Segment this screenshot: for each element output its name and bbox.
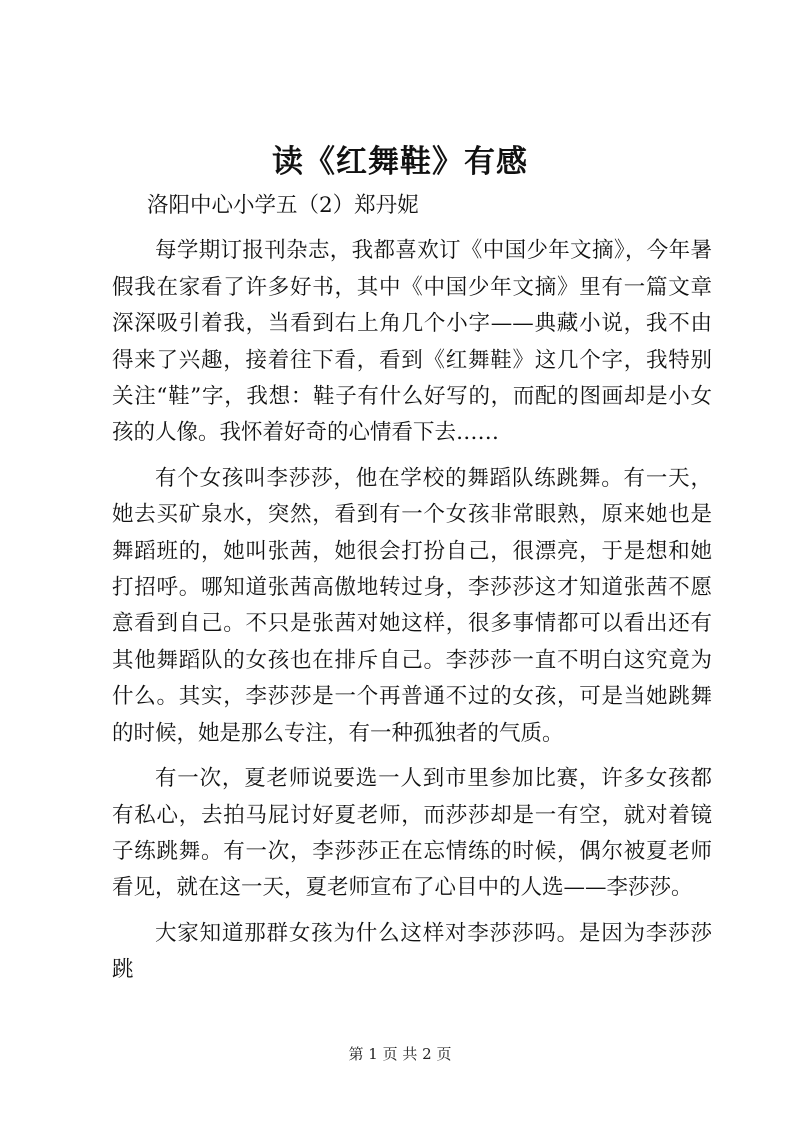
document-title: 读《红舞鞋》有感 <box>272 144 528 180</box>
document-body <box>112 188 712 989</box>
paragraph-1: 每学期订报刊杂志，我都喜欢订《中国少年文摘》，今年暑假我在家看了许多好书，其中《中国少年文摘》里有一篇文章深深吸引着我，当看到右上角几个小字——典藏小说，我不由得来了兴趣，接着往下看，看到《红舞鞋》这几个字，我特别关注“鞋”字，我想：鞋子有什么好写的，而配的图画却是小女孩的人像。我怀着好奇的心情看下去…… <box>112 238 712 446</box>
paragraph-4: 大家知道那群女孩为什么这样对李莎莎吗。是因为李莎莎跳 <box>112 920 712 983</box>
page-footer: 第 1 页 共 2 页 <box>348 1045 452 1063</box>
paragraph-2: 有个女孩叫李莎莎，他在学校的舞蹈队练跳舞。有一天，她去买矿泉水，突然，看到有一个女孩非常眼熟，原来她也是舞蹈班的，她叫张茜，她很会打扮自己，很漂亮，于是想和她打招呼。哪知道张茜高傲地转过身，李莎莎这才知道张茜不愿意看到自己。不只是张茜对她这样，很多事情都可以看出还有其他舞蹈队的女孩也在排斥自己。李莎莎一直不明白这究竟为什么。其实，李莎莎是一个再普通不过的女孩，可是当她跳舞的时候，她是那么专注，有一种孤独者的气质。 <box>112 465 712 746</box>
author-line: 洛阳中心小学五（2）郑丹妮 <box>147 193 419 218</box>
paragraph-3: 有一次，夏老师说要选一人到市里参加比赛，许多女孩都有私心，去拍马屁讨好夏老师，而莎莎却是一有空，就对着镜子练跳舞。有一次，李莎莎正在忘情练的时候，偶尔被夏老师看见，就在这一天，夏老师宣布了心目中的人选——李莎莎。 <box>112 766 712 901</box>
